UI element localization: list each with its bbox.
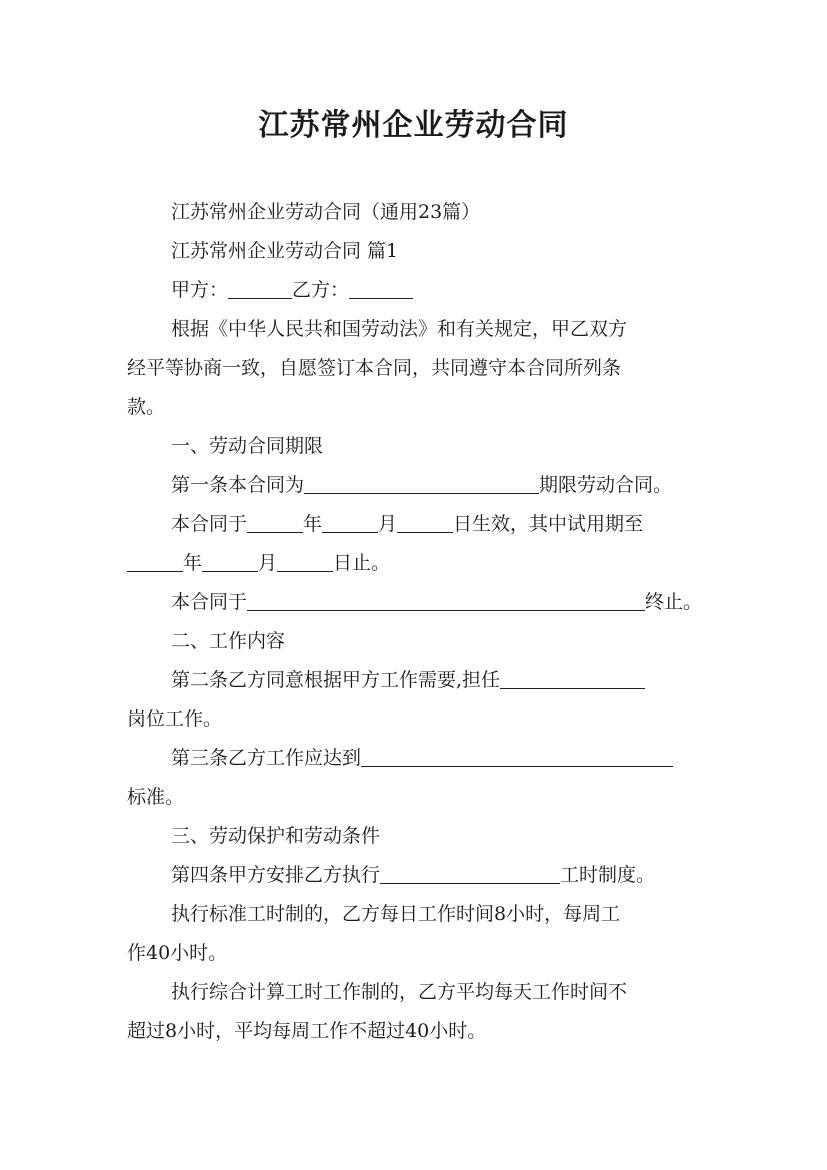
probation-day-blank (277, 551, 333, 572)
month-label: 月 (258, 552, 278, 574)
article-2 (171, 667, 771, 693)
comprehensive-hours-line-1: 执行综合计算工时工作制的，乙方平均每天工作时间不 (171, 981, 628, 1003)
parties-line (171, 277, 771, 303)
intro-line-3: 款。 (127, 396, 166, 418)
article-3 (171, 745, 771, 771)
termination-label: 本合同于 (171, 591, 248, 613)
effective-month-blank (322, 512, 378, 533)
effective-day-blank (397, 512, 453, 533)
document-title: 江苏常州企业劳动合同 (258, 108, 569, 143)
party-a-blank (228, 278, 292, 299)
probation-suffix: 日止。 (333, 552, 391, 574)
section-1-heading: 一、劳动合同期限 (171, 435, 324, 457)
contract-term-blank (304, 473, 539, 494)
party-a-label: 甲方： (171, 279, 229, 301)
probation-month-blank (202, 551, 258, 572)
effective-suffix: 日生效，其中试用期至 (453, 513, 644, 535)
working-hours-blank (380, 863, 560, 884)
probation-line (127, 550, 727, 576)
year-label: 年 (303, 513, 323, 535)
party-b-blank (349, 278, 413, 299)
position-blank (500, 668, 645, 689)
termination-line (171, 589, 771, 615)
article-2-text: 第二条乙方同意根据甲方工作需要,担任 (171, 669, 501, 691)
standard-hours-line-2: 作40小时。 (127, 942, 228, 964)
article-3-text: 第三条乙方工作应达到 (171, 747, 362, 769)
article-1 (171, 472, 771, 498)
effective-line (171, 511, 771, 537)
article-4-suffix: 工时制度。 (560, 864, 656, 886)
party-b-label: 乙方： (292, 279, 350, 301)
section-2-heading: 二、工作内容 (171, 630, 286, 652)
article-1-suffix: 期限劳动合同。 (539, 474, 673, 496)
month-label: 月 (378, 513, 398, 535)
article-4-text: 第四条甲方安排乙方执行 (171, 864, 381, 886)
effective-year-blank (247, 512, 303, 533)
standard-blank (361, 746, 673, 767)
intro-line-1: 根据《中华人民共和国劳动法》和有关规定，甲乙双方 (171, 318, 628, 340)
probation-year-blank (127, 551, 183, 572)
article-4 (171, 862, 771, 888)
intro-line-2: 经平等协商一致，自愿签订本合同，共同遵守本合同所列条 (127, 357, 622, 379)
standard-hours-line-1: 执行标准工时制的，乙方每日工作时间8小时，每周工 (171, 903, 621, 925)
contract-heading: 江苏常州企业劳动合同（通用23篇） (171, 201, 481, 223)
section-3-heading: 三、劳动保护和劳动条件 (171, 825, 381, 847)
article-1-text: 第一条本合同为 (171, 474, 305, 496)
termination-blank (247, 590, 645, 611)
termination-suffix: 终止。 (645, 591, 703, 613)
effective-label: 本合同于 (171, 513, 248, 535)
year-label: 年 (183, 552, 203, 574)
contract-subheading: 江苏常州企业劳动合同 篇1 (171, 240, 399, 262)
comprehensive-hours-line-2: 超过8小时，平均每周工作不超过40小时。 (127, 1020, 487, 1042)
article-3-cont: 标准。 (127, 786, 185, 808)
article-2-cont: 岗位工作。 (127, 708, 223, 730)
